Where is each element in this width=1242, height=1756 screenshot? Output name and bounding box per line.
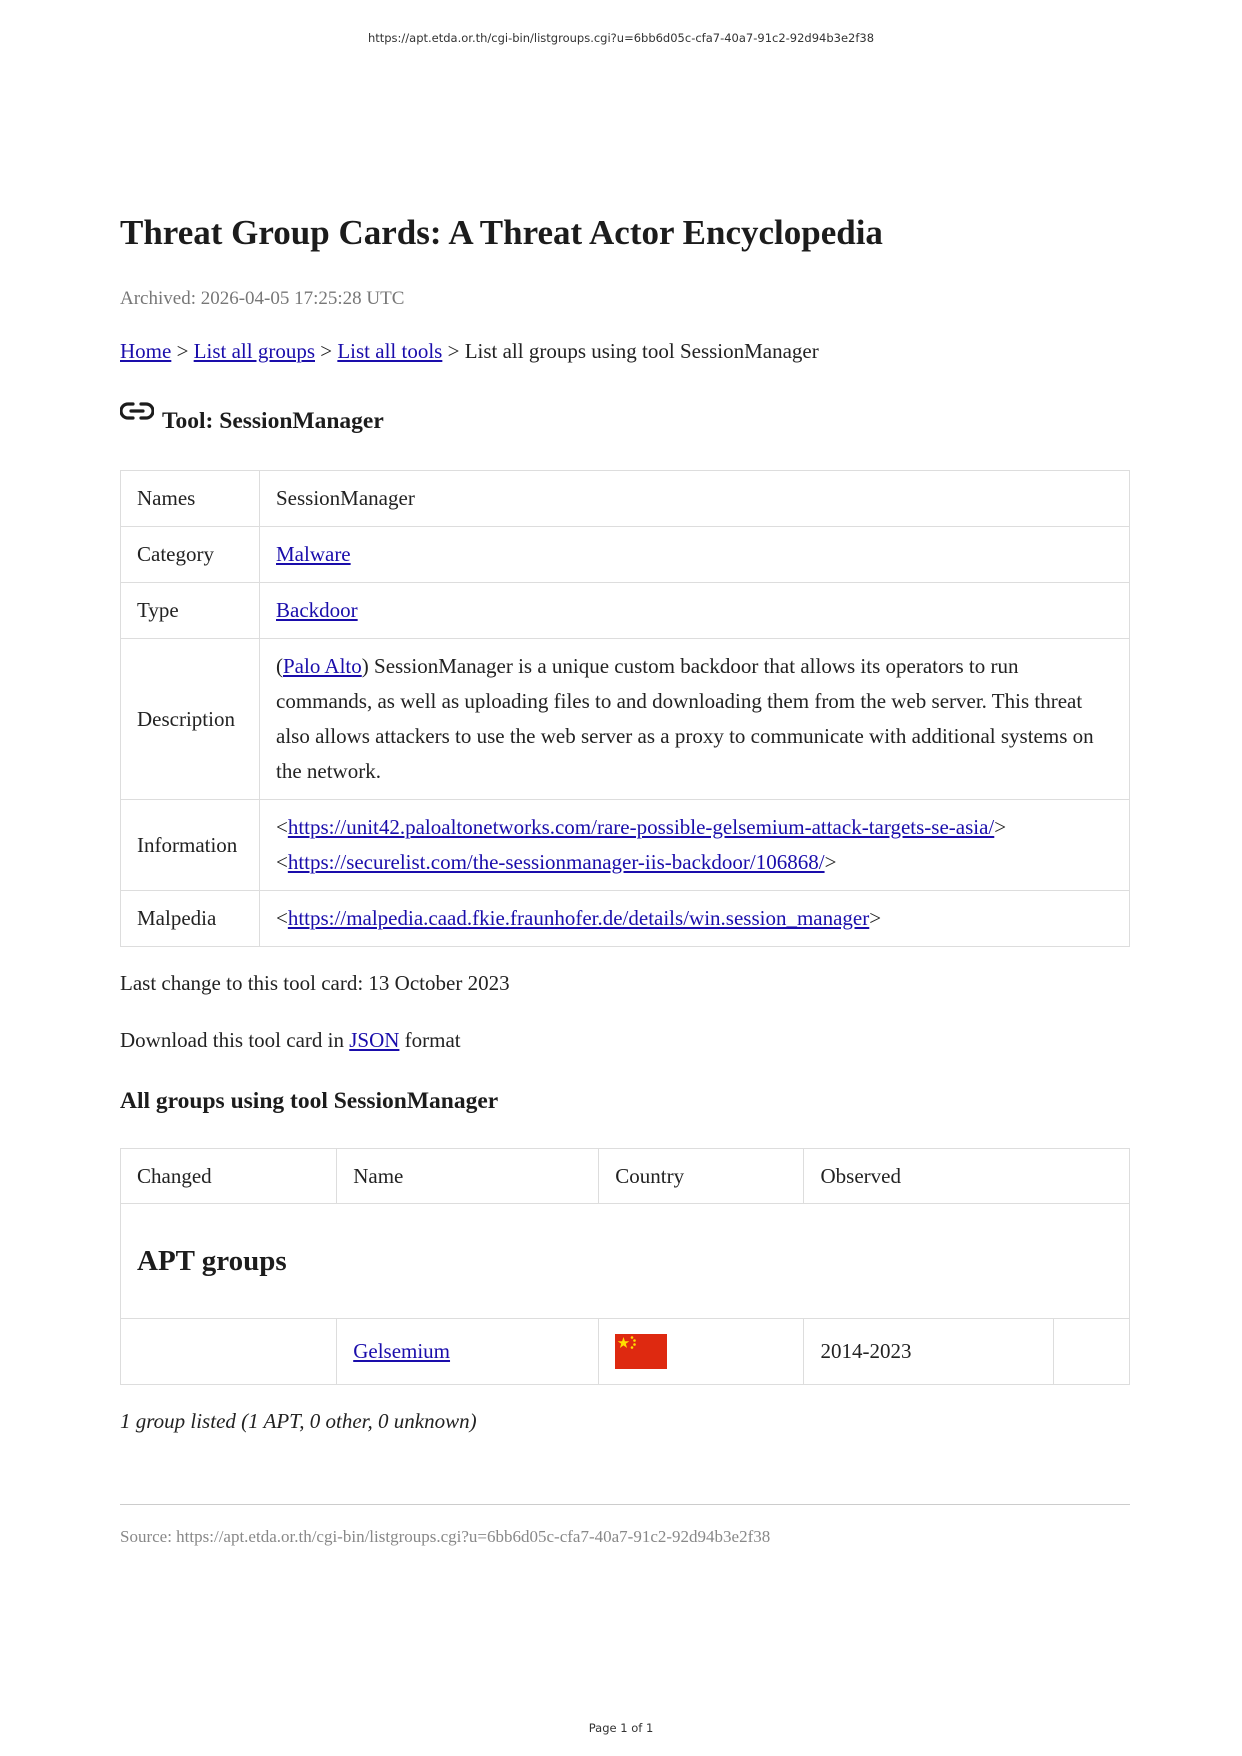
group-name-cell <box>337 1319 599 1385</box>
json-download-link[interactable]: JSON <box>349 1028 400 1052</box>
china-flag-icon <box>615 1334 667 1369</box>
group-country-cell <box>599 1319 804 1385</box>
archived-timestamp: Archived: 2026-04-05 17:25:28 UTC <box>120 288 405 309</box>
group-extra-cell <box>1054 1319 1130 1385</box>
table-header-row <box>121 1149 1130 1204</box>
information-link-line <box>276 810 1113 845</box>
header-country: Country <box>599 1149 804 1204</box>
angle-close: > <box>869 906 882 930</box>
table-row <box>121 800 1130 891</box>
header-observed: Observed <box>804 1149 1130 1204</box>
information-links <box>260 800 1130 891</box>
breadcrumb-separator: > <box>176 339 189 363</box>
page-title: Threat Group Cards: A Threat Actor Encyclopedia <box>120 213 883 252</box>
table-row <box>121 639 1130 800</box>
securelist-link[interactable]: https://securelist.com/the-sessionmanager-iis-backdoor/106868/ <box>287 850 825 874</box>
download-line <box>120 1028 461 1053</box>
download-prefix: Download this tool card in <box>120 1028 344 1052</box>
breadcrumb-all-groups-link[interactable]: List all groups <box>193 339 315 363</box>
category-label: Category <box>121 527 260 583</box>
angle-open: < <box>276 906 288 930</box>
table-row <box>121 527 1130 583</box>
type-label: Type <box>121 583 260 639</box>
groups-heading: All groups using tool SessionManager <box>120 1088 499 1114</box>
tool-title: Tool: SessionManager <box>162 408 384 434</box>
names-value: SessionManager <box>260 471 1130 527</box>
header-changed: Changed <box>121 1149 337 1204</box>
apt-groups-heading: APT groups <box>121 1204 1130 1319</box>
groups-table <box>120 1148 1130 1385</box>
group-changed <box>121 1319 337 1385</box>
table-row <box>121 583 1130 639</box>
angle-open: < <box>276 850 288 874</box>
breadcrumb-separator: > <box>320 339 333 363</box>
download-suffix: format <box>404 1028 461 1052</box>
tool-heading <box>120 408 384 435</box>
table-row <box>121 471 1130 527</box>
page-number: Page 1 of 1 <box>588 1721 654 1735</box>
group-observed: 2014-2023 <box>804 1319 1054 1385</box>
breadcrumb <box>120 339 819 364</box>
last-change-text: Last change to this tool card: 13 October 2023 <box>120 971 510 995</box>
unit42-link[interactable]: https://unit42.paloaltonetworks.com/rare-possible-gelsemium-attack-targets-se-asia/ <box>287 815 995 839</box>
information-link-line <box>276 845 1113 880</box>
gelsemium-link[interactable]: Gelsemium <box>353 1339 451 1363</box>
description-label: Description <box>121 639 260 800</box>
description-value <box>260 639 1130 800</box>
breadcrumb-current: List all groups using tool SessionManager <box>464 339 819 363</box>
type-backdoor-link[interactable]: Backdoor <box>276 598 358 622</box>
description-open-paren: ( <box>276 654 283 678</box>
tool-info-table <box>120 470 1130 947</box>
breadcrumb-all-tools-link[interactable]: List all tools <box>337 339 443 363</box>
palo-alto-source-link[interactable]: Palo Alto <box>283 654 362 678</box>
angle-close: > <box>994 815 1007 839</box>
type-cell <box>260 583 1130 639</box>
angle-close: > <box>824 850 837 874</box>
link-icon <box>120 400 154 422</box>
breadcrumb-separator: > <box>447 339 460 363</box>
footer-divider <box>120 1504 1130 1505</box>
angle-open: < <box>276 815 288 839</box>
names-label: Names <box>121 471 260 527</box>
information-label: Information <box>121 800 260 891</box>
groups-summary: 1 group listed (1 APT, 0 other, 0 unknown) <box>120 1409 477 1433</box>
source-url: Source: https://apt.etda.or.th/cgi-bin/listgroups.cgi?u=6bb6d05c-cfa7-40a7-91c2-92d94b3e2f38 <box>120 1527 771 1546</box>
apt-section-row <box>121 1204 1130 1319</box>
category-malware-link[interactable]: Malware <box>276 542 351 566</box>
malpedia-link[interactable]: https://malpedia.caad.fkie.fraunhofer.de/details/win.session_manager <box>287 906 870 930</box>
table-row <box>121 891 1130 947</box>
description-text: ) SessionManager is a unique custom backdoor that allows its operators to run commands, as well as uploading files to and downloading them from the web server. This threat also allows attackers to use the web server as a proxy to communicate with additional systems on the network. <box>276 654 1094 783</box>
category-cell <box>260 527 1130 583</box>
print-header-url: https://apt.etda.or.th/cgi-bin/listgroups.cgi?u=6bb6d05c-cfa7-40a7-91c2-92d94b3e2f38 <box>367 31 875 45</box>
malpedia-cell <box>260 891 1130 947</box>
breadcrumb-home-link[interactable]: Home <box>120 339 172 363</box>
table-row <box>121 1319 1130 1385</box>
malpedia-label: Malpedia <box>121 891 260 947</box>
header-name: Name <box>337 1149 599 1204</box>
